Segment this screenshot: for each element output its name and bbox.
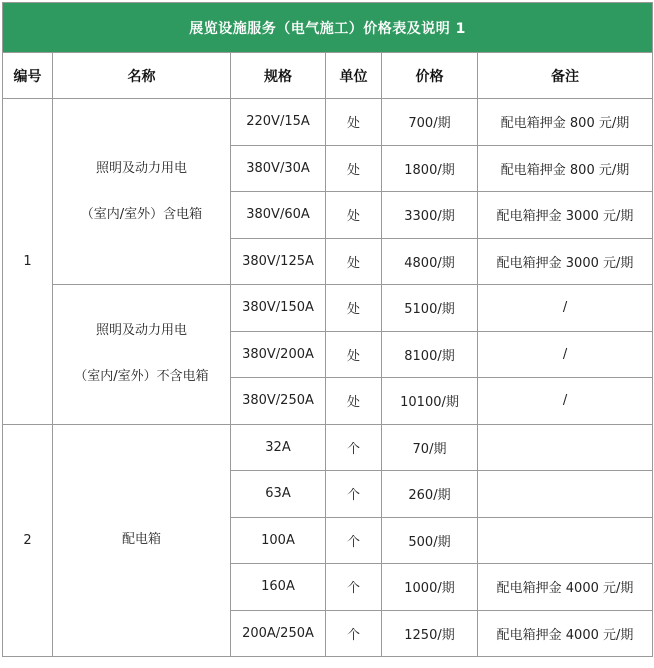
cell-spec: 380V/30A [231,145,326,192]
cell-price: 500/期 [382,517,478,564]
cell-note: 配电箱押金 3000 元/期 [478,238,653,285]
cell-price: 1000/期 [382,564,478,611]
cell-note [478,424,653,471]
header-name: 名称 [53,53,231,99]
cell-unit: 个 [326,517,382,564]
cell-unit: 处 [326,145,382,192]
item-name [53,99,231,285]
cell-unit: 处 [326,99,382,146]
cell-price: 4800/期 [382,238,478,285]
cell-unit: 处 [326,378,382,425]
cell-spec: 380V/200A [231,331,326,378]
cell-note: / [478,285,653,332]
table-body [3,99,653,657]
table-row [3,285,653,332]
header-unit: 单位 [326,53,382,99]
cell-price: 70/期 [382,424,478,471]
cell-unit: 处 [326,192,382,239]
cell-spec: 380V/60A [231,192,326,239]
item-name [53,285,231,425]
cell-spec: 380V/150A [231,285,326,332]
item-name-line2: （室内/室外）含电箱 [80,206,203,222]
cell-price: 1800/期 [382,145,478,192]
cell-note: 配电箱押金 3000 元/期 [478,192,653,239]
header-price: 价格 [382,53,478,99]
header-spec: 规格 [231,53,326,99]
cell-spec: 100A [231,517,326,564]
cell-unit: 个 [326,471,382,518]
cell-unit: 个 [326,564,382,611]
cell-spec: 220V/15A [231,99,326,146]
cell-note: / [478,378,653,425]
cell-spec: 160A [231,564,326,611]
price-table-container [2,2,652,657]
cell-price: 3300/期 [382,192,478,239]
cell-price: 5100/期 [382,285,478,332]
group-number: 2 [3,424,53,657]
item-name [53,424,231,657]
cell-unit: 处 [326,285,382,332]
cell-note [478,471,653,518]
cell-price: 10100/期 [382,378,478,425]
header-note: 备注 [478,53,653,99]
cell-note: 配电箱押金 800 元/期 [478,145,653,192]
item-name-line2: （室内/室外）不含电箱 [74,369,209,385]
cell-note: 配电箱押金 4000 元/期 [478,610,653,657]
item-name-line1: 配电箱 [121,532,161,548]
header-row [3,53,653,99]
cell-price: 8100/期 [382,331,478,378]
cell-unit: 个 [326,610,382,657]
cell-spec: 200A/250A [231,610,326,657]
cell-price: 700/期 [382,99,478,146]
table-title: 展览设施服务（电气施工）价格表及说明 1 [3,3,653,53]
cell-spec: 380V/125A [231,238,326,285]
cell-price: 1250/期 [382,610,478,657]
cell-spec: 63A [231,471,326,518]
cell-note: / [478,331,653,378]
table-row [3,424,653,471]
header-no: 编号 [3,53,53,99]
cell-note: 配电箱押金 800 元/期 [478,99,653,146]
cell-note: 配电箱押金 4000 元/期 [478,564,653,611]
item-name-line1: 照明及动力用电 [95,160,187,176]
price-table [2,2,653,657]
item-name-line1: 照明及动力用电 [95,323,187,339]
cell-unit: 处 [326,331,382,378]
cell-price: 260/期 [382,471,478,518]
cell-spec: 380V/250A [231,378,326,425]
group-number: 1 [3,99,53,425]
cell-unit: 处 [326,238,382,285]
cell-note [478,517,653,564]
cell-spec: 32A [231,424,326,471]
table-row [3,99,653,146]
cell-unit: 个 [326,424,382,471]
